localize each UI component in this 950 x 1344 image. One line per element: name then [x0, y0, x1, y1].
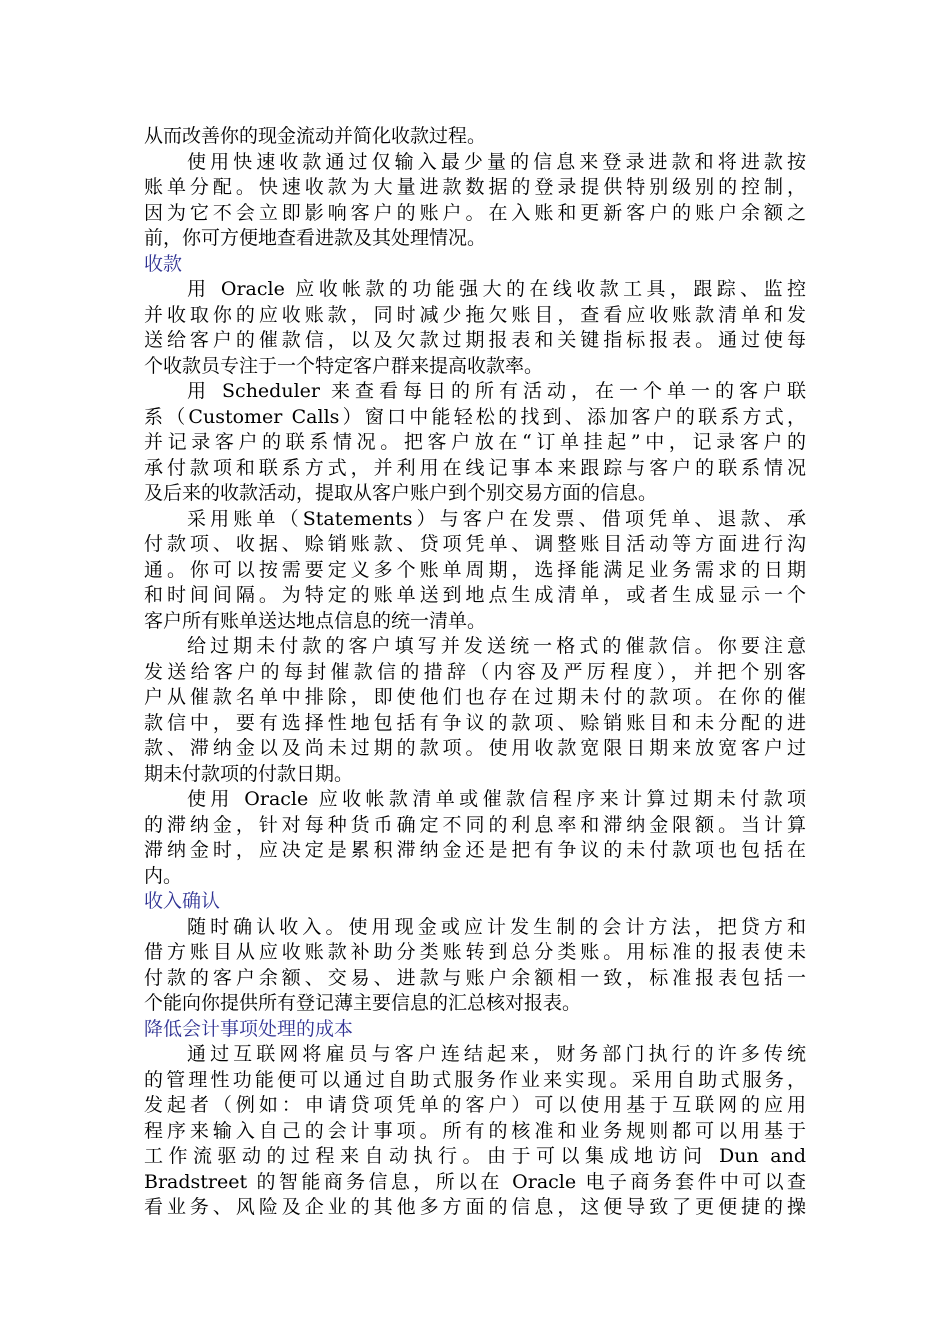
text-line: 采用账单（Statements）与客户在发票、借项凭单、退款、承	[187, 507, 806, 530]
paragraph	[144, 150, 806, 252]
text-line: 和时间间隔。为特定的账单送到地点生成清单，或者生成显示一个	[144, 584, 806, 606]
paragraph	[144, 124, 806, 150]
text-line: 使用 Oracle 应收帐款清单或催款信程序来计算过期未付款项	[187, 788, 806, 810]
paragraph	[144, 634, 806, 787]
text-line: 户从催款名单中排除，即使他们也存在过期未付的款项。在你的催	[144, 686, 806, 708]
section-heading: 收入确认	[144, 890, 221, 912]
text-line: 并记录客户的联系情况。把客户放在“订单挂起”中，记录客户的	[144, 431, 806, 453]
text-line: 内。	[144, 864, 183, 887]
text-line: 借方账目从应收账款补助分类账转到总分类账。用标准的报表使未	[144, 941, 806, 963]
text-line: 的滞纳金，针对每种货币确定不同的利息率和滞纳金限额。当计算	[144, 813, 806, 836]
text-line: 及后来的收款活动，提取从客户账户到个别交易方面的信息。	[144, 482, 658, 504]
text-line: Bradstreet 的智能商务信息，所以在 Oracle 电子商务套件中可以查	[144, 1170, 806, 1193]
text-line: 从而改善你的现金流动并简化收款过程。	[144, 125, 487, 147]
text-line: 个能向你提供所有登记薄主要信息的汇总核对报表。	[144, 992, 582, 1014]
text-line: 前，你可方便地查看进款及其处理情况。	[144, 227, 487, 249]
text-line: 用 Oracle 应收帐款的功能强大的在线收款工具，跟踪、监控	[187, 278, 806, 300]
text-line: 发送给客户的每封催款信的措辞（内容及严厉程度），并把个别客	[144, 660, 806, 683]
text-line: 发起者（例如：申请贷项凭单的客户）可以使用基于互联网的应用	[144, 1094, 806, 1116]
text-line: 滞纳金时，应决定是累积滞纳金还是把有争议的未付款项也包括在	[144, 839, 806, 861]
text-line: 账单分配。快速收款为大量进款数据的登录提供特别级别的控制，	[144, 176, 806, 198]
text-line: 付款项、收据、赊销账款、贷项凭单、调整账目活动等方面进行沟	[144, 533, 806, 555]
text-line: 送给客户的催款信，以及欠款过期报表和关键指标报表。通过使每	[144, 329, 806, 351]
text-line: 的管理性功能便可以通过自助式服务作业来实现。采用自助式服务，	[144, 1068, 806, 1091]
section-heading: 降低会计事项处理的成本	[144, 1017, 354, 1040]
text-line: 款信中，要有选择性地包括有争议的款项、赊销账目和未分配的进	[144, 711, 806, 734]
text-line: 客户所有账单送达地点信息的统一清单。	[144, 609, 487, 632]
text-line: 通过互联网将雇员与客户连结起来，财务部门执行的许多传统	[187, 1043, 806, 1065]
paragraph	[144, 507, 806, 635]
text-line: 工作流驱动的过程来自动执行。由于可以集成地访问 Dun and	[144, 1145, 806, 1167]
paragraph	[144, 277, 806, 379]
paragraph	[144, 1042, 806, 1221]
text-line: 个收款员专注于一个特定客户群来提高收款率。	[144, 354, 544, 377]
text-line: 随时确认收入。使用现金或应计发生制的会计方法，把贷方和	[187, 915, 806, 938]
text-line: 程序来输入自己的会计事项。所有的核准和业务规则都可以用基于	[144, 1119, 806, 1142]
paragraph	[144, 915, 806, 1017]
text-line: 系（Customer Calls）窗口中能轻松的找到、添加客户的联系方式，	[144, 405, 806, 428]
text-line: 期未付款项的付款日期。	[144, 762, 354, 785]
text-line: 看业务、风险及企业的其他多方面的信息，这便导致了更便捷的操	[144, 1196, 806, 1218]
paragraph	[144, 379, 806, 507]
text-line: 款、滞纳金以及尚未过期的款项。使用收款宽限日期来放宽客户过	[144, 737, 806, 759]
text-line: 使用快速收款通过仅输入最少量的信息来登录进款和将进款按	[187, 150, 806, 173]
section-heading: 收款	[144, 252, 183, 275]
paragraph	[144, 787, 806, 889]
text-line: 承付款项和联系方式，并利用在线记事本来跟踪与客户的联系情况	[144, 456, 806, 479]
text-line: 并收取你的应收账款，同时减少拖欠账目，查看应收账款清单和发	[144, 303, 806, 326]
text-line: 给过期未付款的客户填写并发送统一格式的催款信。你要注意	[187, 635, 806, 657]
text-line: 付款的客户余额、交易、进款与账户余额相一致，标准报表包括一	[144, 966, 806, 989]
text-line: 通。你可以按需要定义多个账单周期，选择能满足业务需求的日期	[144, 558, 806, 581]
text-line: 用 Scheduler 来查看每日的所有活动，在一个单一的客户联	[187, 380, 806, 402]
text-line: 因为它不会立即影响客户的账户。在入账和更新客户的账户余额之	[144, 201, 806, 224]
document-page	[144, 124, 806, 1221]
